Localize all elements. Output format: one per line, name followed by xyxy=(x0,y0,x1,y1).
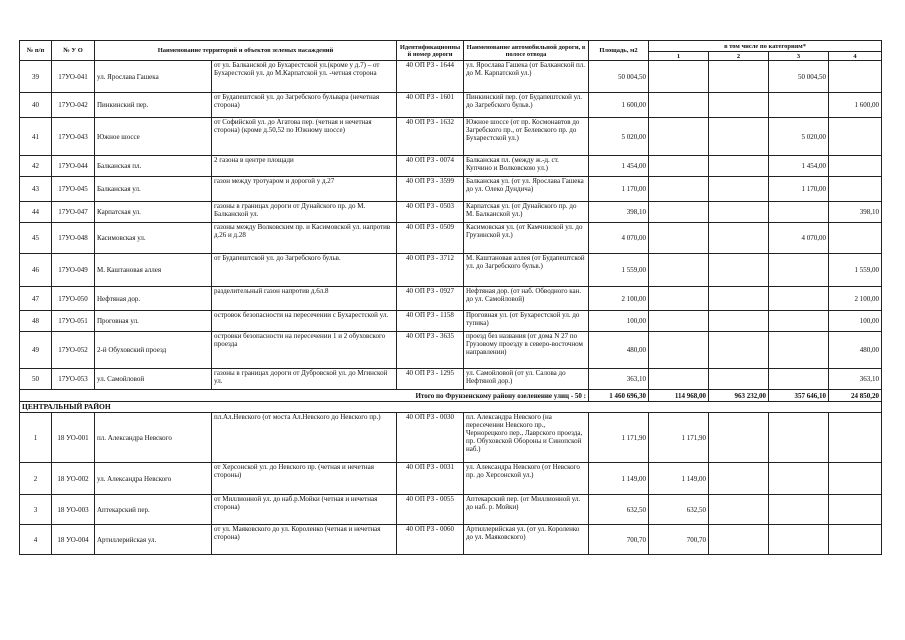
object-name: М. Каштановая аллея xyxy=(95,254,212,287)
uo-code: 18 УО-003 xyxy=(52,495,95,525)
category-2-value xyxy=(709,254,769,287)
row-number: 43 xyxy=(20,177,52,202)
col-ident-header: Идентификационный номер дороги xyxy=(397,41,464,61)
total-cat-2: 963 232,00 xyxy=(709,390,769,402)
col-name-header: Наименование территорий и объектов зеленых насаждений xyxy=(95,41,397,61)
object-extent: от Миллионной ул. до наб.р.Мойки (четная и нечетная сторона) xyxy=(212,495,397,525)
uo-code: 17УО-048 xyxy=(52,223,95,254)
category-1-value xyxy=(649,61,709,93)
road-id: 40 ОП РЗ - 0503 xyxy=(397,202,464,223)
road-id: 40 ОП РЗ - 0030 xyxy=(397,413,464,463)
row-number: 3 xyxy=(20,495,52,525)
uo-code: 17УО-053 xyxy=(52,369,95,390)
road-name: ул. Александра Невского (от Невского пр. до Херсонской ул.) xyxy=(464,463,589,495)
area-value: 1 600,00 xyxy=(589,93,649,118)
green-spaces-table xyxy=(19,40,882,555)
object-name: Аптекарский пер. xyxy=(95,495,212,525)
road-id: 40 ОП РЗ - 1632 xyxy=(397,118,464,156)
category-1-header: 1 xyxy=(649,52,709,61)
area-value: 632,50 xyxy=(589,495,649,525)
uo-code: 17УО-045 xyxy=(52,177,95,202)
category-2-value xyxy=(709,495,769,525)
category-4-value xyxy=(829,413,882,463)
category-1-value xyxy=(649,311,709,332)
table-row xyxy=(20,223,882,254)
uo-code: 17УО-042 xyxy=(52,93,95,118)
category-1-value: 632,50 xyxy=(649,495,709,525)
road-name: Балканская ул. (от ул. Ярослава Гашека до ул. Олеко Дундича) xyxy=(464,177,589,202)
row-number: 42 xyxy=(20,156,52,177)
uo-code: 18 УО-002 xyxy=(52,463,95,495)
uo-code: 17УО-051 xyxy=(52,311,95,332)
row-number: 49 xyxy=(20,332,52,369)
category-4-value xyxy=(829,495,882,525)
uo-code: 17УО-047 xyxy=(52,202,95,223)
total-area: 1 460 696,30 xyxy=(589,390,649,402)
object-extent: пл.Ал.Невского (от моста Ал.Невского до Невского пр.) xyxy=(212,413,397,463)
object-extent: от Будапештской ул. до Загребского бульв. xyxy=(212,254,397,287)
category-3-value xyxy=(769,93,829,118)
district-row xyxy=(20,402,882,413)
category-3-value xyxy=(769,311,829,332)
row-number: 45 xyxy=(20,223,52,254)
category-4-value: 100,00 xyxy=(829,311,882,332)
area-value: 2 100,00 xyxy=(589,287,649,311)
object-name: Артиллерийская ул. xyxy=(95,525,212,555)
col-area-header: Площадь, м2 xyxy=(589,41,649,61)
row-number: 47 xyxy=(20,287,52,311)
area-value: 398,10 xyxy=(589,202,649,223)
category-2-value xyxy=(709,463,769,495)
district-title: ЦЕНТРАЛЬНЫЙ РАЙОН xyxy=(20,402,882,413)
road-name: ул. Самойловой (от ул. Салова до Нефтяной дор.) xyxy=(464,369,589,390)
frunzensky-rows xyxy=(20,61,882,390)
category-1-value xyxy=(649,254,709,287)
table-row xyxy=(20,369,882,390)
object-name: Южное шоссе xyxy=(95,118,212,156)
object-name: Карпатская ул. xyxy=(95,202,212,223)
category-4-value xyxy=(829,156,882,177)
road-id: 40 ОП РЗ - 1158 xyxy=(397,311,464,332)
road-id: 40 ОП РЗ - 0055 xyxy=(397,495,464,525)
category-3-value xyxy=(769,202,829,223)
table-row xyxy=(20,254,882,287)
category-2-header: 2 xyxy=(709,52,769,61)
road-name: М. Каштановая аллея (от Будапештской ул. до Загребского бульв.) xyxy=(464,254,589,287)
table-row xyxy=(20,413,882,463)
road-id: 40 ОП РЗ - 1295 xyxy=(397,369,464,390)
category-3-header: 3 xyxy=(769,52,829,61)
category-3-value xyxy=(769,287,829,311)
col-road-header: Наименование автомобильной дороги, в полосе отвода xyxy=(464,41,589,61)
row-number: 44 xyxy=(20,202,52,223)
total-label: Итого по Фрунзенскому району озеленение улиц - 50 : xyxy=(20,390,589,402)
road-id: 40 ОП РЗ - 3712 xyxy=(397,254,464,287)
area-value: 363,10 xyxy=(589,369,649,390)
road-name: Артиллерийская ул. (от ул. Короленко до ул. Маяковского) xyxy=(464,525,589,555)
total-cat-1: 114 968,00 xyxy=(649,390,709,402)
table-row xyxy=(20,156,882,177)
object-name: Касимовская ул. xyxy=(95,223,212,254)
category-3-value: 1 454,00 xyxy=(769,156,829,177)
road-id: 40 ОП РЗ - 0031 xyxy=(397,463,464,495)
category-4-value xyxy=(829,118,882,156)
road-name: проезд без названия (от дома N 27 по Грузовому проезду в северо-восточном направлении) xyxy=(464,332,589,369)
category-3-value xyxy=(769,254,829,287)
area-value: 700,70 xyxy=(589,525,649,555)
total-cat-3: 357 646,10 xyxy=(769,390,829,402)
uo-code: 18 УО-001 xyxy=(52,413,95,463)
category-4-value xyxy=(829,463,882,495)
category-1-value xyxy=(649,287,709,311)
table-row xyxy=(20,287,882,311)
object-name: Балканская ул. xyxy=(95,177,212,202)
category-2-value xyxy=(709,202,769,223)
category-3-value xyxy=(769,525,829,555)
road-name: ул. Ярослава Гашека (от Балканской пл. до М. Карпатской ул.) xyxy=(464,61,589,93)
area-value: 4 070,00 xyxy=(589,223,649,254)
category-2-value xyxy=(709,287,769,311)
uo-code: 17УО-044 xyxy=(52,156,95,177)
uo-code: 17УО-041 xyxy=(52,61,95,93)
row-number: 39 xyxy=(20,61,52,93)
object-extent: от Херсонской ул. до Невского пр. (четная и нечетная стороны) xyxy=(212,463,397,495)
road-id: 40 ОП РЗ - 0509 xyxy=(397,223,464,254)
category-3-value xyxy=(769,332,829,369)
object-extent: от Будапештской ул. до Загребского бульвара (нечетная сторона) xyxy=(212,93,397,118)
table-row xyxy=(20,118,882,156)
road-name: Касимовская ул. (от Камчинской ул. до Грузинской ул.) xyxy=(464,223,589,254)
table-row xyxy=(20,495,882,525)
category-1-value xyxy=(649,223,709,254)
category-2-value xyxy=(709,156,769,177)
category-3-value: 4 070,00 xyxy=(769,223,829,254)
category-3-value: 5 020,00 xyxy=(769,118,829,156)
table-row xyxy=(20,202,882,223)
category-4-value: 480,00 xyxy=(829,332,882,369)
object-extent: газоны в границах дороги от Дунайского пр. до М. Балканской ул. xyxy=(212,202,397,223)
road-name: Проговная ул. (от Бухарестской ул. до тупика) xyxy=(464,311,589,332)
row-number: 1 xyxy=(20,413,52,463)
road-id: 40 ОП РЗ - 3599 xyxy=(397,177,464,202)
category-3-value: 1 170,00 xyxy=(769,177,829,202)
road-id: 40 ОП РЗ - 3635 xyxy=(397,332,464,369)
area-value: 100,00 xyxy=(589,311,649,332)
row-number: 46 xyxy=(20,254,52,287)
row-number: 48 xyxy=(20,311,52,332)
uo-code: 17УО-050 xyxy=(52,287,95,311)
table-row xyxy=(20,311,882,332)
category-2-value xyxy=(709,525,769,555)
category-1-value xyxy=(649,202,709,223)
object-name: пл. Александра Невского xyxy=(95,413,212,463)
object-name: Балканская пл. xyxy=(95,156,212,177)
category-4-value xyxy=(829,223,882,254)
category-4-value: 363,10 xyxy=(829,369,882,390)
road-id: 40 ОП РЗ - 1601 xyxy=(397,93,464,118)
category-1-value: 1 171,90 xyxy=(649,413,709,463)
category-1-value xyxy=(649,177,709,202)
road-name: Южное шоссе (от пр. Космонавтов до Загребского пр., от Белевского пр. до Бухарестской ул.) xyxy=(464,118,589,156)
area-value: 1 170,00 xyxy=(589,177,649,202)
category-2-value xyxy=(709,369,769,390)
category-2-value xyxy=(709,93,769,118)
category-2-value xyxy=(709,223,769,254)
object-name: Нефтяная дор. xyxy=(95,287,212,311)
category-2-value xyxy=(709,118,769,156)
category-4-value: 398,10 xyxy=(829,202,882,223)
category-3-value xyxy=(769,463,829,495)
category-4-value: 1 559,00 xyxy=(829,254,882,287)
road-name: Балканская пл. (между ж.-д. ст. Купчино и Волковскою ул.) xyxy=(464,156,589,177)
table-row xyxy=(20,525,882,555)
category-4-value xyxy=(829,61,882,93)
object-extent: разделительный газон напротив д.6л.8 xyxy=(212,287,397,311)
category-2-value xyxy=(709,61,769,93)
object-name: ул. Самойловой xyxy=(95,369,212,390)
category-3-value xyxy=(769,495,829,525)
object-extent: от ул. Балканской до Бухарестской ул.(кроме у д.7) – от Бухарестской ул. до М.Карпатской ул. -четная сторона xyxy=(212,61,397,93)
row-number: 40 xyxy=(20,93,52,118)
table-row xyxy=(20,463,882,495)
uo-code: 17УО-052 xyxy=(52,332,95,369)
category-4-value xyxy=(829,177,882,202)
road-name: Аптекарский пер. (от Миллионной ул. до наб. р. Мойки) xyxy=(464,495,589,525)
category-3-value xyxy=(769,413,829,463)
object-extent: от Софийской ул. до Агатова пер. (четная и нечетная сторона) (кроме д.50,52 по Южному шоссе) xyxy=(212,118,397,156)
row-number: 50 xyxy=(20,369,52,390)
object-extent: газоны в границах дороги от Дубровской ул. до Мгинской ул. xyxy=(212,369,397,390)
area-value: 5 020,00 xyxy=(589,118,649,156)
row-number: 41 xyxy=(20,118,52,156)
road-id: 40 ОП РЗ - 0074 xyxy=(397,156,464,177)
uo-code: 17УО-043 xyxy=(52,118,95,156)
total-cat-4: 24 850,20 xyxy=(829,390,882,402)
road-name: Карпатская ул. (от Дунайского пр. до М. Балканской ул.) xyxy=(464,202,589,223)
category-4-header: 4 xyxy=(829,52,882,61)
object-extent: от ул. Маяковского до ул. Короленко (четная и нечетная сторона) xyxy=(212,525,397,555)
category-1-value: 700,70 xyxy=(649,525,709,555)
object-name: ул. Александра Невского xyxy=(95,463,212,495)
table-row xyxy=(20,61,882,93)
area-value: 480,00 xyxy=(589,332,649,369)
category-1-value xyxy=(649,118,709,156)
row-number: 2 xyxy=(20,463,52,495)
category-1-value xyxy=(649,93,709,118)
category-2-value xyxy=(709,332,769,369)
road-name: Пинкинский пер. (от Будапештской ул. до Загребского бульв.) xyxy=(464,93,589,118)
category-group-header: в том числе по категориям* xyxy=(649,41,882,52)
category-1-value xyxy=(649,156,709,177)
col-num-header: № п/п xyxy=(20,41,52,61)
road-name: пл. Александра Невского (на пересечении Невского пр., Чернорецкого пер., Лаврского проезда, пр. Обуховской Обороны и Синопской наб.) xyxy=(464,413,589,463)
road-id: 40 ОП РЗ - 1644 xyxy=(397,61,464,93)
area-value: 1 454,00 xyxy=(589,156,649,177)
object-name: ул. Ярослава Гашека xyxy=(95,61,212,93)
table-row xyxy=(20,177,882,202)
category-4-value: 1 600,00 xyxy=(829,93,882,118)
category-2-value xyxy=(709,311,769,332)
row-number: 4 xyxy=(20,525,52,555)
area-value: 50 004,50 xyxy=(589,61,649,93)
category-1-value: 1 149,00 xyxy=(649,463,709,495)
road-name: Нефтяная дор. (от наб. Обводного кан. до ул. Самойловой) xyxy=(464,287,589,311)
area-value: 1 171,90 xyxy=(589,413,649,463)
uo-code: 18 УО-004 xyxy=(52,525,95,555)
category-1-value xyxy=(649,369,709,390)
table-row xyxy=(20,93,882,118)
object-extent: газоны между Волковским пр. и Касимовской ул. напротив д.26 и д.28 xyxy=(212,223,397,254)
object-name: Пинкинский пер. xyxy=(95,93,212,118)
object-extent: островок безопасности на пересечении с Бухарестской ул. xyxy=(212,311,397,332)
header-row xyxy=(20,41,882,52)
total-row xyxy=(20,390,882,402)
category-2-value xyxy=(709,177,769,202)
object-extent: газон между тротуаром и дорогой у д.27 xyxy=(212,177,397,202)
category-2-value xyxy=(709,413,769,463)
object-name: 2-й Обуховский проезд xyxy=(95,332,212,369)
object-extent: 2 газона в центре площади xyxy=(212,156,397,177)
object-extent: островки безопасности на пересечении 1 и 2 обуховского проезда xyxy=(212,332,397,369)
category-4-value xyxy=(829,525,882,555)
road-id: 40 ОП РЗ - 0060 xyxy=(397,525,464,555)
object-name: Проговная ул. xyxy=(95,311,212,332)
area-value: 1 559,00 xyxy=(589,254,649,287)
category-3-value: 50 004,50 xyxy=(769,61,829,93)
category-1-value xyxy=(649,332,709,369)
road-id: 40 ОП РЗ - 0927 xyxy=(397,287,464,311)
category-3-value xyxy=(769,369,829,390)
central-rows xyxy=(20,413,882,555)
uo-code: 17УО-049 xyxy=(52,254,95,287)
category-4-value: 2 100,00 xyxy=(829,287,882,311)
col-uo-header: № У О xyxy=(52,41,95,61)
area-value: 1 149,00 xyxy=(589,463,649,495)
table-row xyxy=(20,332,882,369)
